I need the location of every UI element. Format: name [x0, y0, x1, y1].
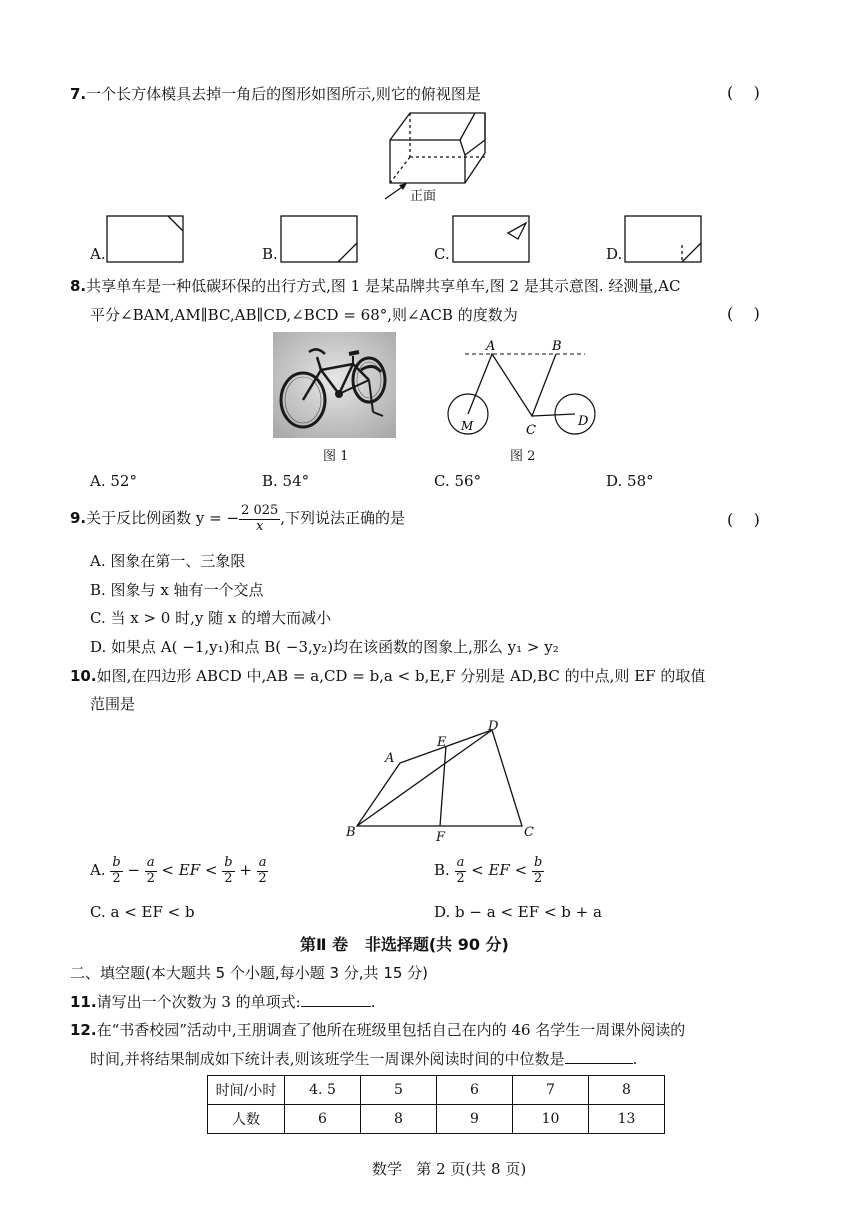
section-title: 二、填空题(本大题共 5 个小题,每小题 3 分,共 15 分) [70, 964, 429, 982]
q10-stem-line2: 范围是 [90, 695, 136, 713]
option-d-figure[interactable] [624, 215, 704, 265]
q9-stem [70, 500, 405, 536]
q11-stem [70, 991, 376, 1012]
inequality-text: < EF < [161, 861, 218, 879]
denominator: 2 [533, 870, 543, 886]
table-cell: 6 [437, 1076, 513, 1105]
label-d: D [578, 414, 589, 429]
q8-stem-line2: 平分∠BAM,AM∥BC,AB∥CD,∠BCD = 68°,则∠ACB 的度数为 [90, 306, 518, 324]
table-cell: 13 [589, 1105, 665, 1134]
option-a[interactable]: A. 图象在第一、三象限 [90, 552, 246, 570]
question-text: 一个长方体模具去掉一角后的图形如图所示,则它的俯视图是 [86, 85, 481, 103]
period: . [632, 1050, 638, 1068]
numerator: a [258, 855, 267, 871]
table-cell: 4. 5 [285, 1076, 361, 1105]
option-d[interactable]: D. 58° [606, 472, 654, 490]
table-cell: 9 [437, 1105, 513, 1134]
period: . [370, 993, 376, 1011]
inequality-text: < EF < [471, 861, 528, 879]
fig2-caption: 图 2 [510, 449, 536, 464]
option-b[interactable]: B. 54° [262, 472, 310, 490]
table-cell: 6 [285, 1105, 361, 1134]
option-c-figure[interactable] [452, 215, 532, 265]
option-b-label: B. [434, 861, 450, 879]
front-label: 正面 [410, 189, 437, 204]
option-c[interactable]: C. 当 x > 0 时,y 随 x 的增大而减小 [90, 609, 332, 627]
fraction-b-over-2 [110, 856, 122, 886]
denominator: 2 [146, 870, 155, 886]
question-text: 如图,在四边形 ABCD 中,AB = a,CD = b,a < b,E,F 分别是 AD,BC 的中点,则 EF 的取值 [96, 667, 706, 685]
table-cell: 10 [513, 1105, 589, 1134]
option-a-label[interactable]: A. [90, 245, 106, 263]
bike-schematic [440, 336, 610, 441]
q8-stem-line1 [70, 275, 680, 296]
fraction-denominator: x [256, 518, 264, 534]
fraction [239, 504, 280, 534]
numerator: b [224, 855, 233, 871]
option-c[interactable]: C. 56° [434, 472, 482, 490]
answer-blank[interactable] [565, 1049, 633, 1064]
fraction-numerator: 2 025 [241, 503, 279, 519]
question-number: 10. [70, 667, 97, 685]
label-c: C [524, 825, 534, 840]
bicycle-photo [273, 332, 396, 438]
question-text: 时间,并将结果制成如下统计表,则该班学生一周课外阅读时间的中位数是 [90, 1050, 565, 1068]
label-m: M [461, 419, 474, 433]
fraction-b-over-2 [222, 856, 234, 886]
question-number: 12. [70, 1021, 97, 1039]
label-d: D [488, 719, 499, 734]
part2-title: 第Ⅱ 卷 非选择题(共 90 分) [300, 935, 509, 954]
option-b-label[interactable]: B. [262, 245, 278, 263]
numerator: b [533, 855, 543, 871]
table-cell: 5 [361, 1076, 437, 1105]
option-c[interactable]: C. a < EF < b [90, 903, 195, 921]
answer-blank[interactable] [301, 992, 371, 1007]
table-cell: 8 [361, 1105, 437, 1134]
table-header-cell: 人数 [208, 1105, 285, 1134]
question-text: 请写出一个次数为 3 的单项式: [96, 993, 301, 1011]
option-a-figure[interactable] [106, 215, 186, 265]
fig1-caption: 图 1 [323, 449, 349, 464]
option-b[interactable] [434, 852, 544, 888]
question-text: 在“书香校园”活动中,王朋调查了他所在班级里包括自己在内的 46 名学生一周课外阅读的 [96, 1021, 686, 1039]
numerator: a [456, 855, 465, 871]
minus-sign: − [127, 861, 141, 879]
option-d[interactable]: D. 如果点 A( −1,y₁)和点 B( −3,y₂)均在该函数的图象上,那么 y₁ > y₂ [90, 638, 559, 656]
denominator: 2 [224, 870, 233, 886]
option-a[interactable]: A. 52° [90, 472, 137, 490]
denominator: 2 [258, 870, 267, 886]
option-d[interactable]: D. b − a < EF < b + a [434, 903, 602, 921]
label-a: A [385, 751, 395, 766]
option-a-label: A. [90, 861, 106, 879]
plus-sign: + [239, 861, 252, 879]
label-b: B [346, 825, 356, 840]
fraction-a-over-2 [257, 856, 269, 886]
q7-stem [70, 83, 481, 104]
question-text-post: ,下列说法正确的是 [280, 509, 406, 527]
label-c: C [526, 423, 536, 438]
q12-stem-line2 [90, 1048, 637, 1069]
q12-stem-line1 [70, 1019, 685, 1040]
fraction-b-over-2 [532, 856, 544, 886]
option-c-label[interactable]: C. [434, 245, 450, 263]
question-number: 8. [70, 277, 87, 295]
label-b: B [552, 339, 562, 354]
option-b[interactable]: B. 图象与 x 轴有一个交点 [90, 581, 264, 599]
question-text: 共享单车是一种低碳环保的出行方式,图 1 是某品牌共享单车,图 2 是其示意图. 经测量,AC [86, 277, 681, 295]
question-text-pre: 关于反比例函数 y = − [86, 509, 240, 527]
table-header-cell: 时间/小时 [208, 1076, 285, 1105]
page-footer: 数学 第 2 页(共 8 页) [372, 1160, 527, 1178]
numerator: a [146, 855, 155, 871]
table-row [208, 1105, 665, 1134]
fraction-a-over-2 [455, 856, 467, 886]
table-cell: 7 [513, 1076, 589, 1105]
label-f: F [436, 830, 446, 845]
option-d-label[interactable]: D. [606, 245, 623, 263]
table-row [208, 1076, 665, 1105]
question-number: 11. [70, 993, 97, 1011]
numerator: b [112, 855, 121, 871]
quadrilateral-figure [340, 718, 540, 846]
q10-stem-line1 [70, 665, 705, 686]
reading-time-table [207, 1075, 665, 1134]
answer-paren[interactable]: ( ) [727, 510, 760, 529]
denominator: 2 [112, 870, 121, 886]
question-number: 9. [70, 509, 87, 527]
question-number: 7. [70, 85, 87, 103]
label-a: A [486, 339, 496, 354]
fraction-a-over-2 [145, 856, 157, 886]
denominator: 2 [456, 870, 465, 886]
table-cell: 8 [589, 1076, 665, 1105]
option-b-figure[interactable] [280, 215, 360, 265]
option-a[interactable] [90, 852, 268, 888]
answer-paren[interactable]: ( ) [727, 304, 760, 323]
label-e: E [437, 735, 447, 750]
answer-paren[interactable]: ( ) [727, 83, 760, 102]
